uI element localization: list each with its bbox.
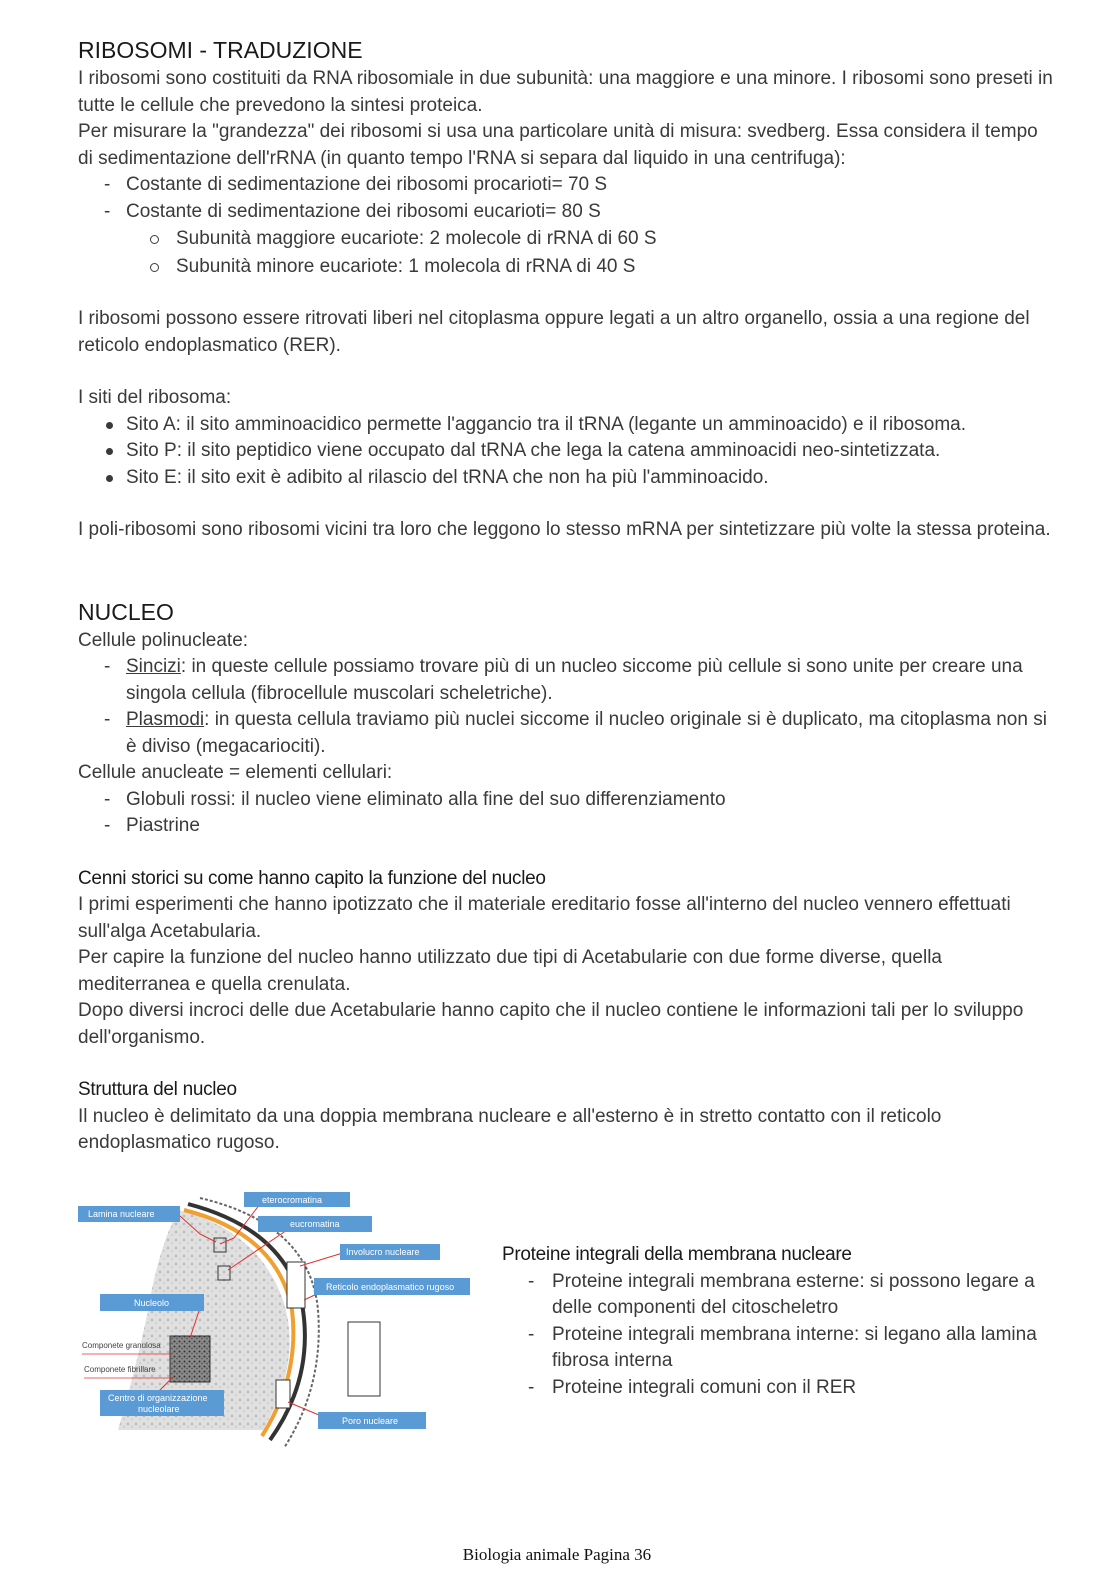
box: [348, 1322, 380, 1396]
box: [276, 1380, 290, 1408]
paragraph: Cellule polinucleate:: [78, 629, 249, 651]
label-involucro: Involucro nucleare: [346, 1247, 420, 1257]
list-item: Sito P: il sito peptidico viene occupato dal tRNA che lega la catena amminoacidi neo-sintetizzata.: [78, 438, 1053, 465]
subsection-title-cenni: Cenni storici su come hanno capito la funzione del nucleo: [78, 867, 546, 889]
paragraph: I ribosomi possono essere ritrovati liberi nel citoplasma oppure legati a un altro organello, ossia a una regione del reticolo endoplasmatico (RER).: [78, 308, 1030, 356]
paragraph: I primi esperimenti che hanno ipotizzato che il materiale ereditario fosse all'interno del nucleo vennero effettuati sull'alga Acetabularia.: [78, 894, 1011, 942]
dash-list: [78, 654, 1053, 760]
paragraph: I siti del ribosoma:: [78, 387, 232, 408]
term-plasmodi: Plasmodi: [126, 709, 205, 730]
list-item: Sito E: il sito exit è adibito al rilascio del tRNA che non ha più l'amminoacido.: [78, 465, 1053, 492]
dash-list: [78, 787, 1053, 840]
proteine-section: [502, 1242, 1042, 1401]
paragraph: Per misurare la "grandezza" dei ribosomi si usa una particolare unità di misura: svedberg. Essa considera il tempo di sedimentazione dell'rRNA (in quanto tempo l'RNA si separa dal liquido in una centrifuga):: [78, 121, 1038, 169]
paragraph: I poli-ribosomi sono ribosomi vicini tra loro che leggono lo stesso mRNA per sintetizzare più volte la stessa proteina.: [78, 519, 1051, 540]
nucleolus: [170, 1336, 210, 1382]
circle-list: [78, 226, 1053, 280]
list-item: - Piastrine: [78, 813, 1053, 840]
bullet-list: [78, 412, 1053, 492]
label-granulosa: Componete granulosa: [82, 1341, 161, 1350]
list-item: Subunità minore eucariote: 1 molecola di rRNA di 40 S: [78, 254, 1053, 281]
list-item: - Costante di sedimentazione dei ribosomi procarioti= 70 S: [78, 172, 1053, 199]
label-eterocromatina: eterocromatina: [262, 1195, 323, 1205]
label-centro-2: nucleolare: [138, 1404, 180, 1414]
list-item: - Sincizi: in queste cellule possiamo trovare più di un nucleo siccome più cellule si sono unite per creare una singola cellula (fibrocellule muscolari scheletriche).: [78, 654, 1053, 707]
paragraph: Dopo diversi incroci delle due Acetabularie hanno capito che il nucleo contiene le informazioni tali per lo sviluppo dell'organismo.: [78, 1000, 1024, 1048]
section-title-nucleo: NUCLEO: [78, 598, 174, 625]
dash-list: [502, 1269, 1042, 1402]
list-item: Subunità maggiore eucariote: 2 molecole di rRNA di 60 S: [78, 226, 1053, 253]
subsection-title-proteine: Proteine integrali della membrana nucleare: [502, 1244, 852, 1265]
label-eucromatina: eucromatina: [290, 1219, 340, 1229]
paragraph: Il nucleo è delimitato da una doppia membrana nucleare e all'esterno è in stretto contatto con il reticolo endoplasmatico rugoso.: [78, 1105, 942, 1153]
paragraph: Cellule anucleate = elementi cellulari:: [78, 762, 393, 783]
paragraph: I ribosomi sono costituiti da RNA ribosomiale in due subunità: una maggiore e una minore. I ribosomi sono preseti in tutte le cellule che prevedono la sintesi proteica.: [78, 68, 1053, 116]
section-title-ribosomi: RIBOSOMI - TRADUZIONE: [78, 37, 363, 63]
subsection-title-struttura: Struttura del nucleo: [78, 1079, 237, 1100]
nucleus-diagram: [78, 1190, 478, 1460]
label-lamina: Lamina nucleare: [88, 1209, 155, 1219]
main-content: [78, 34, 1053, 1157]
list-item: - Costante di sedimentazione dei ribosomi eucarioti= 80 S: [78, 199, 1053, 226]
term-sincizi: Sincizi: [126, 656, 181, 677]
list-item: - Globuli rossi: il nucleo viene eliminato alla fine del suo differenziamento: [78, 787, 1053, 814]
figure-area: [0, 1190, 1114, 1480]
list-item: Sito A: il sito amminoacidico permette l'aggancio tra il tRNA (legante un amminoacido) e il ribosoma.: [78, 412, 1053, 439]
label-reticolo: Reticolo endoplasmatico rugoso: [326, 1282, 455, 1292]
paragraph: Per capire la funzione del nucleo hanno utilizzato due tipi di Acetabularie con due forme diverse, quella mediterranea e quella crenulata.: [78, 947, 942, 995]
list-item: - Plasmodi: in questa cellula traviamo più nuclei siccome il nucleo originale si è duplicato, ma citoplasma non si è diviso (megacariociti).: [78, 707, 1053, 760]
list-item: - Proteine integrali membrana interne: si legano alla lamina fibrosa interna: [502, 1322, 1042, 1375]
label-centro-1: Centro di organizzazione: [108, 1393, 208, 1403]
dash-list: [78, 172, 1053, 225]
label-poro: Poro nucleare: [342, 1416, 399, 1426]
label-fibrillare: Componete fibrillare: [84, 1365, 156, 1374]
label-nucleolo: Nucleolo: [134, 1298, 170, 1308]
page-footer: Biologia animale Pagina 36: [462, 1545, 652, 1564]
list-item: - Proteine integrali comuni con il RER: [502, 1375, 1042, 1402]
box: [287, 1262, 305, 1308]
list-item: - Proteine integrali membrana esterne: si possono legare a delle componenti del citoscheletro: [502, 1269, 1042, 1322]
